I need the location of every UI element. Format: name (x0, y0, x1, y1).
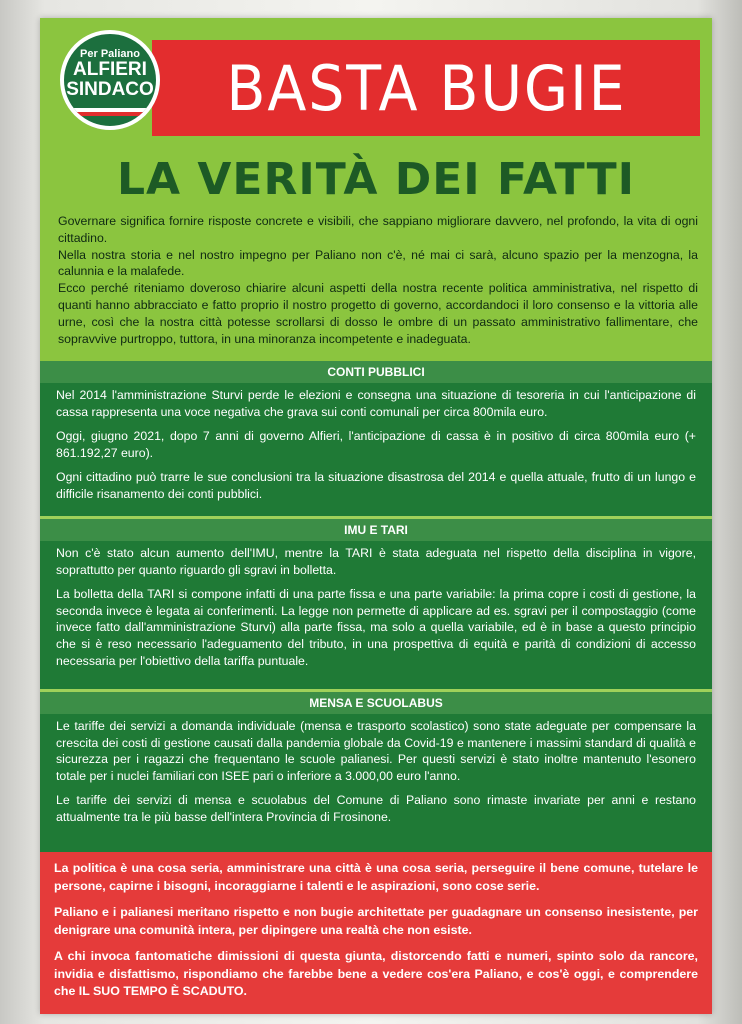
intro-text (58, 213, 698, 347)
section-mensa-scuolabus (40, 692, 712, 852)
logo-line-3: SINDACO (66, 79, 154, 100)
intro-paragraph: Governare significa fornire risposte concrete e visibili, che sappiano migliorare davvero, nel profondo, la vita di ogni cittadino. (58, 214, 698, 245)
intro-paragraph: Nella nostra storia e nel nostro impegno per Paliano non c'è, né mai ci sarà, alcuno spazio per la menzogna, la calunnia e la malafede. (58, 247, 698, 279)
title-bar (152, 40, 700, 136)
poster (40, 18, 712, 1014)
intro-block (40, 136, 712, 376)
section-paragraph: Le tariffe dei servizi di mensa e scuolabus del Comune di Paliano sono rimaste invariate per anni e restano attualmente tra le più basse dell'intera Provincia di Frosinone. (56, 793, 696, 824)
section-imu-tari (40, 519, 712, 689)
poster-title: BASTA BUGIE (225, 51, 627, 125)
logo-line-1: Per Paliano (80, 48, 140, 60)
section-body (56, 387, 696, 511)
logo-line-2: ALFIERI (73, 59, 147, 80)
section-heading: IMU E TARI (40, 519, 712, 541)
section-body (56, 545, 696, 677)
poster-subtitle: LA VERITÀ DEI FATTI (116, 154, 636, 205)
closing-paragraph: Paliano e i palianesi meritano rispetto e non bugie architettate per guadagnare un consenso inesistente, per denigrare una comunità intera, per dipingere una realtà che non esiste. (54, 905, 698, 937)
section-conti-pubblici (40, 361, 712, 516)
section-heading: CONTI PUBBLICI (40, 361, 712, 383)
section-paragraph: Nel 2014 l'amministrazione Sturvi perde le elezioni e consegna una situazione di tesoreria in cui l'anticipazione di cassa rappresenta una voce negativa che grava sui conti comunali per circa 800mila euro. (56, 388, 696, 419)
section-paragraph: La bolletta della TARI si compone infatti di una parte fissa e una parte variabile: la prima copre i costi di gestione, la seconda invece è legata ai conferimenti. La legge non permette di applicare ad es. sgravi per il compostaggio (come invece fatto dall'amministrazione Sturvi) alla parte fissa, ma solo a quella variabile, ed è in base a questo principio che si è reso necessario l'adeguamento del tributo, in una prospettiva di equità e parità di condizioni di accesso necessaria per l'obiettivo della tariffa puntuale. (56, 587, 696, 668)
campaign-logo (60, 30, 160, 130)
closing-paragraph: La politica è una cosa seria, amministrare una città è una cosa seria, perseguire il bene comune, tutelare le persone, capirne i bisogni, incoraggiarne i talenti e le aspirazioni, sono cose serie. (54, 861, 698, 893)
closing-block (40, 852, 712, 1014)
section-heading: MENSA E SCUOLABUS (40, 692, 712, 714)
logo-flag-stripe (72, 108, 152, 116)
closing-text (54, 860, 698, 1010)
section-paragraph: Ogni cittadino può trarre le sue conclusioni tra la situazione disastrosa del 2014 e quella attuale, frutto di un lungo e difficile risanamento dei conti pubblici. (56, 470, 696, 501)
section-paragraph: Oggi, giugno 2021, dopo 7 anni di governo Alfieri, l'anticipazione di cassa è in positivo di circa 800mila euro (+ 861.192,27 euro). (56, 429, 696, 460)
closing-paragraph: A chi invoca fantomatiche dimissioni di questa giunta, distorcendo fatti e numeri, spinto solo da rancore, invidia e disfattismo, rispondiamo che farebbe bene a vedere cos'era Paliano, e cos'è oggi, e comprendere che IL SUO TEMPO È SCADUTO. (54, 949, 698, 998)
intro-paragraph: Ecco perché riteniamo doveroso chiarire alcuni aspetti della nostra recente politica amministrativa, nel rispetto di quanti hanno abbracciato e fatto proprio il nostro progetto di governo, accordandoci il loro consenso e la vittoria alle urne, così che la nostra città potesse scrollarsi di dosso le ombre di un passato amministrativo fallimentare, che sopravvive purtroppo, tuttora, in una minoranza incompetente e inadeguata. (58, 281, 698, 346)
section-paragraph: Le tariffe dei servizi a domanda individuale (mensa e trasporto scolastico) sono state adeguate per compensare la crescita dei costi di gestione causati dalla pandemia globale da Covid-19 e mantenere i massimi standard di qualità e sicurezza per i ragazzi che frequentano le scuole palianesi. Per questi servizi è stato inoltre mantenuto l'esonero totale per i nuclei familiari con ISEE pari o inferiore a 3.000,00 euro l'anno. (56, 719, 696, 783)
section-paragraph: Non c'è stato alcun aumento dell'IMU, mentre la TARI è stata adeguata nel rispetto della disciplina in vigore, soprattutto per quanto riguardo gli sgravi in bolletta. (56, 546, 696, 577)
poster-header (40, 18, 712, 136)
section-body (56, 718, 696, 834)
